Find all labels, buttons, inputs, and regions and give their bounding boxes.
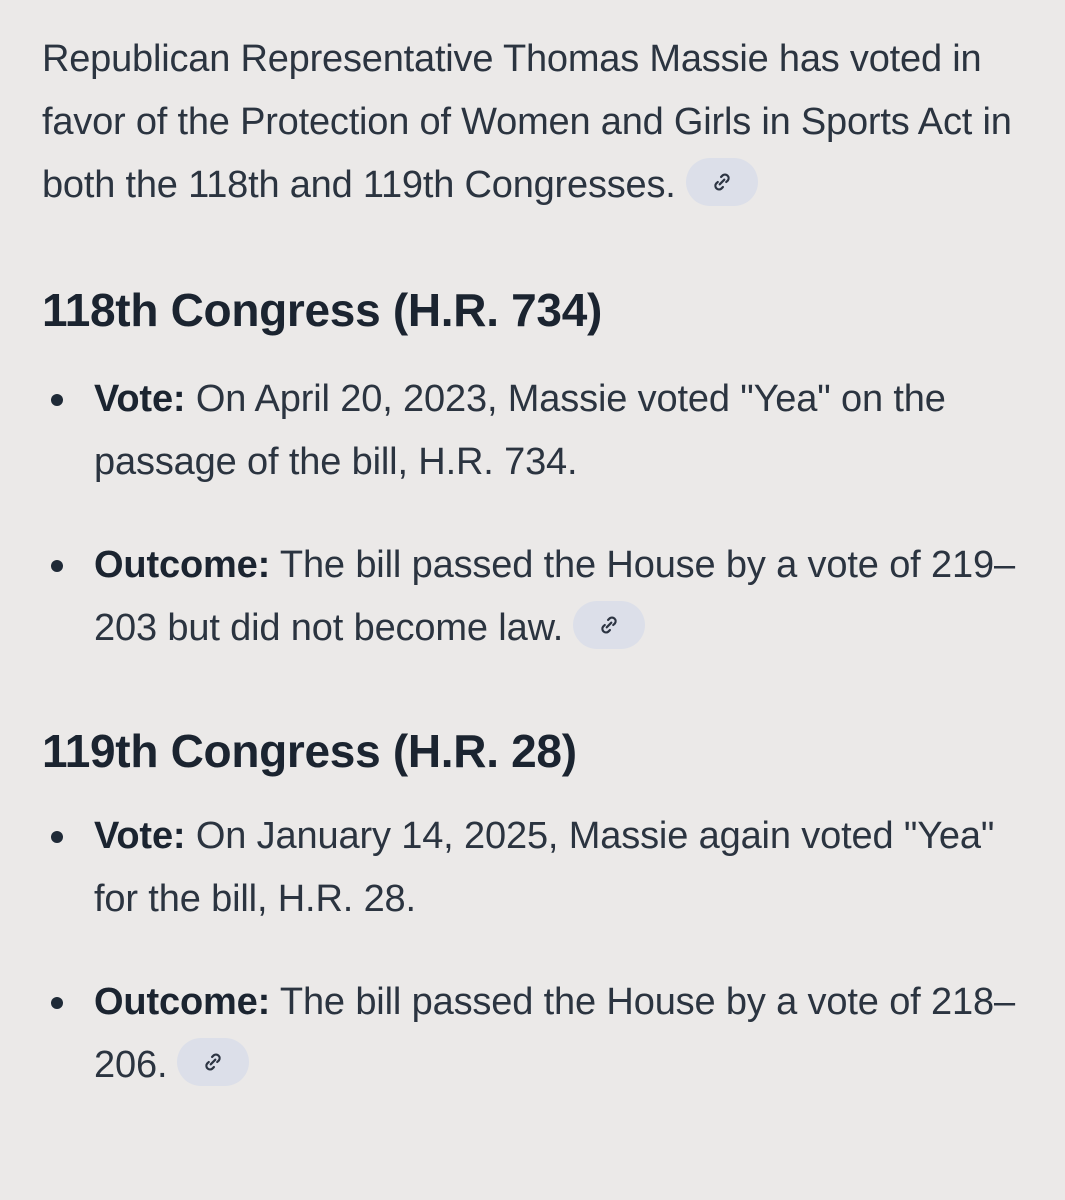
bullet-list-118th-congress	[42, 368, 1025, 660]
bullet-list-119th-congress	[42, 805, 1025, 1097]
bullet-text: On April 20, 2023, Massie voted "Yea" on the passage of the bill, H.R. 734.	[94, 378, 946, 483]
link-icon	[711, 171, 733, 193]
link-icon	[598, 614, 620, 636]
bullet-text: The bill passed the House by a vote of 219–203 but did not become law.	[94, 544, 1015, 649]
bullet-text: On January 14, 2025, Massie again voted "Yea" for the bill, H.R. 28.	[94, 815, 995, 920]
outcome-119-source-link[interactable]	[177, 1038, 249, 1086]
bullet-dot	[51, 394, 63, 406]
link-icon	[202, 1051, 224, 1073]
bullet-label: Outcome:	[94, 544, 271, 586]
list-item-outcome-119	[42, 971, 1025, 1097]
bullet-dot	[51, 560, 63, 572]
section-heading-119th-congress: 119th Congress (H.R. 28)	[42, 725, 577, 777]
outcome-118-source-link[interactable]	[573, 601, 645, 649]
list-item-outcome-118	[42, 534, 1025, 660]
bullet-text: The bill passed the House by a vote of 218–206.	[94, 981, 1015, 1086]
list-item-vote-118	[42, 368, 1025, 494]
list-item-vote-119	[42, 805, 1025, 931]
intro-text: Republican Representative Thomas Massie has voted in favor of the Protection of Women and Girls in Sports Act in both the 118th and 119th Congresses.	[42, 38, 1012, 206]
bullet-label: Outcome:	[94, 981, 271, 1023]
bullet-dot	[51, 997, 63, 1009]
intro-source-link[interactable]	[686, 158, 758, 206]
bullet-label: Vote:	[94, 815, 186, 857]
bullet-dot	[51, 831, 63, 843]
bullet-label: Vote:	[94, 378, 186, 420]
intro-paragraph	[42, 28, 1025, 217]
section-heading-118th-congress: 118th Congress (H.R. 734)	[42, 284, 603, 336]
